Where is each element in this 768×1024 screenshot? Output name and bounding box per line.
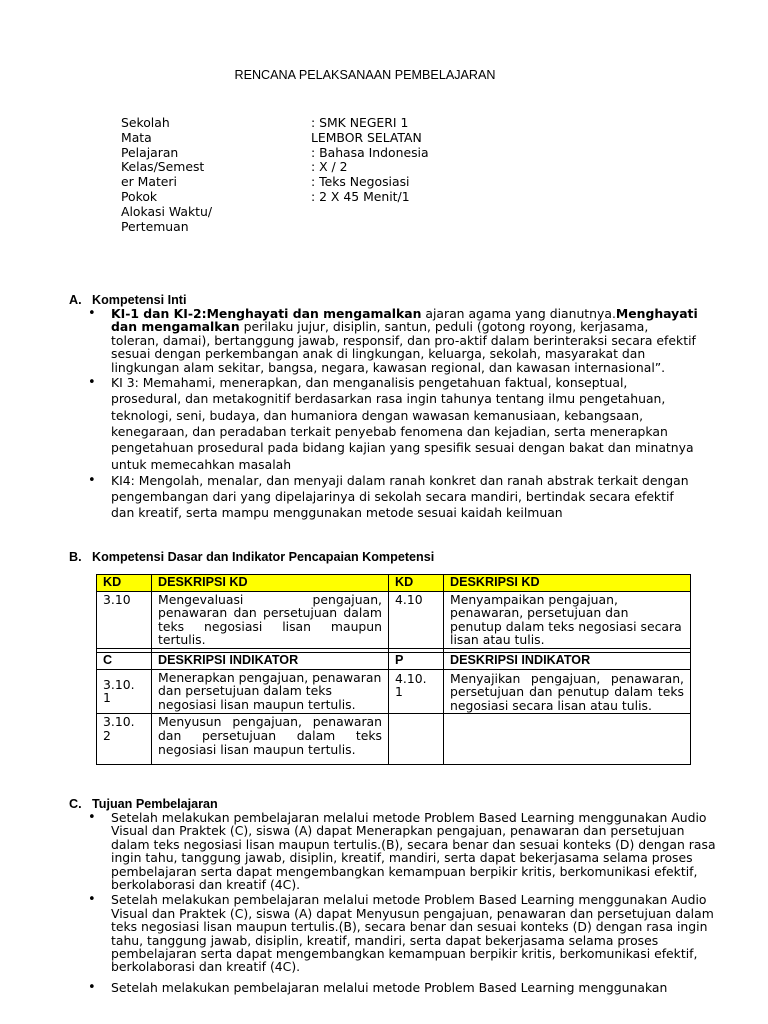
identity-label: Mata [121, 129, 152, 145]
kompetensi-inti-list [88, 307, 698, 522]
identity-value: : Teks Negosiasi [311, 174, 410, 190]
identity-value: : X / 2 [311, 159, 348, 175]
table-cell [389, 714, 444, 765]
table-header-row [97, 652, 691, 669]
identity-label: Pertemuan [121, 218, 189, 234]
identity-value: : SMK NEGERI 1 [311, 115, 409, 130]
section-letter: B. [69, 550, 82, 564]
list-item: • KI4: Mengolah, menalar, dan menyaji dalam ranah konkret dan ranah abstrak terkait dengan pengembangan dari yang dipelajarinya di sekolah secara mandiri, bertindak secara efektif dan kreatif, serta mampu menggunakan metode sesuai kaidah keilmuan [88, 473, 698, 522]
kd-table [96, 574, 691, 765]
list-item: • Setelah melakukan pembelajaran melalui metode Problem Based Learning menggunakan Audio Visual dan Praktek (C), siswa (A) dapat Menerapkan pengajuan, penawaran dan persetujuan dalam teks negosiasi lisan maupun tertulis.(B), secara benar dan sesuai konteks (D) dengan rasa ingin tahu, tanggung jawab, disiplin, kreatif, mandiri, serta dapat bekerjasama selama proses pembelajaran serta dapat mengembangkan kemampuan berpikir kritis, berkomunikasi efektif, berkolaborasi dan kreatif (4C). [88, 811, 718, 891]
table-cell: Menyajikan pengajuan, penawaran, persetujuan dan penutup dalam teks negosiasi secara lisan atau tulis. [444, 669, 691, 714]
identity-label: Kelas/Semest [121, 159, 205, 175]
identity-label: Pokok [121, 188, 158, 204]
table-row [97, 591, 691, 648]
identity-label: Pelajaran [121, 144, 179, 160]
identity-label: Sekolah [121, 115, 170, 130]
tujuan-list [88, 811, 718, 994]
table-header-cell: P [389, 652, 444, 669]
table-cell: 3.10. 1 [97, 669, 152, 714]
table-header-row [97, 575, 691, 592]
identity-value: : Bahasa Indonesia [311, 144, 429, 160]
list-item: • KI 3: Memahami, menerapkan, dan menganalisis pengetahuan faktual, konseptual, prosedural, dan metakognitif berdasarkan rasa ingin tahunya tentang ilmu pengetahuan, teknologi, seni, budaya, dan humaniora dengan wawasan kemanusiaan, kebangsaan, kenegaraan, dan peradaban terkait penyebab fenomena dan kejadian, serta menerapkan pengetahuan prosedural pada bidang kajian yang spesifik sesuai dengan bakat dan minatnya untuk memecahkan masalah [88, 375, 698, 473]
identity-labels [121, 116, 261, 234]
bold-text: KI-1 dan KI-2:Menghayati dan mengamalkan [111, 306, 422, 321]
table-cell [444, 714, 691, 765]
identity-label: er Materi [121, 174, 177, 190]
table-cell: Mengevaluasi pengajuan, penawaran dan persetujuan dalam teks negosiasi lisan maupun tertulis. [152, 591, 389, 648]
table-cell: 4.10 [389, 591, 444, 648]
list-item [88, 307, 698, 374]
list-item: • Setelah melakukan pembelajaran melalui metode Problem Based Learning menggunakan [88, 981, 718, 994]
table-row [97, 714, 691, 765]
table-header-cell: C [97, 652, 152, 669]
table-cell: Menyampaikan pengajuan, penawaran, persetujuan dan penutup dalam teks negosiasi secara lisan atau tulis. [444, 591, 691, 648]
table-header-cell: DESKRIPSI KD [152, 575, 389, 592]
text: ajaran agama yang dianutnya. [421, 306, 616, 321]
text: perilaku jujur, disiplin, santun, peduli (gotong royong, kerjasama, toleran, damai), bertanggung jawab, responsif, dan pro-aktif dalam berinteraksi secara efektif sesuai dengan perkembangan anak di lingkungan, keluarga, sekolah, masyarakat dan lingkungan alam sekitar, bangsa, negara, kawasan regional, dan kawasan internasional”. [111, 319, 696, 375]
table-cell: 3.10 [97, 591, 152, 648]
section-title: Kompetensi Dasar dan Indikator Pencapaian Kompetensi [92, 550, 435, 564]
identity-label: Alokasi Waktu/ [121, 203, 212, 219]
page-title: RENCANA PELAKSANAAN PEMBELAJARAN [234, 68, 496, 82]
section-b-heading [69, 550, 434, 565]
table-header-cell: DESKRIPSI KD [444, 575, 691, 592]
table-header-cell: DESKRIPSI INDIKATOR [444, 652, 691, 669]
section-letter: C. [69, 797, 82, 811]
table-header-cell: KD [97, 575, 152, 592]
table-header-cell: DESKRIPSI INDIKATOR [152, 652, 389, 669]
table-cell: 3.10. 2 [97, 714, 152, 765]
table-cell: Menyusun pengajuan, penawaran dan persetujuan dalam teks negosiasi lisan maupun tertulis. [152, 714, 389, 765]
identity-value: LEMBOR SELATAN [311, 129, 422, 145]
bold-text: Menghayati dan mengamalkan [111, 306, 698, 335]
table-cell: Menerapkan pengajuan, penawaran dan persetujuan dalam teks negosiasi lisan maupun tertulis. [152, 669, 389, 714]
identity-value: : 2 X 45 Menit/1 [311, 188, 410, 204]
table-cell: 4.10. 1 [389, 669, 444, 714]
list-item: • Setelah melakukan pembelajaran melalui metode Problem Based Learning menggunakan Audio Visual dan Praktek (C), siswa (A) dapat Menyusun pengajuan, penawaran dan persetujuan dalam teks negosiasi lisan maupun tertulis.(B), secara benar dan sesuai konteks (D) dengan rasa ingin tahu, tanggung jawab, disiplin, kreatif, mandiri, serta dapat bekerjasama selama proses pembelajaran serta dapat mengembangkan kemampuan berpikir kritis, berkomunikasi efektif, berkolaborasi dan kreatif (4C). [88, 893, 718, 973]
section-letter: A. [69, 293, 82, 307]
section-title: Tujuan Pembelajaran [92, 797, 218, 811]
section-title: Kompetensi Inti [92, 293, 187, 307]
table-header-cell: KD [389, 575, 444, 592]
table-row [97, 669, 691, 714]
identity-values [311, 116, 471, 205]
